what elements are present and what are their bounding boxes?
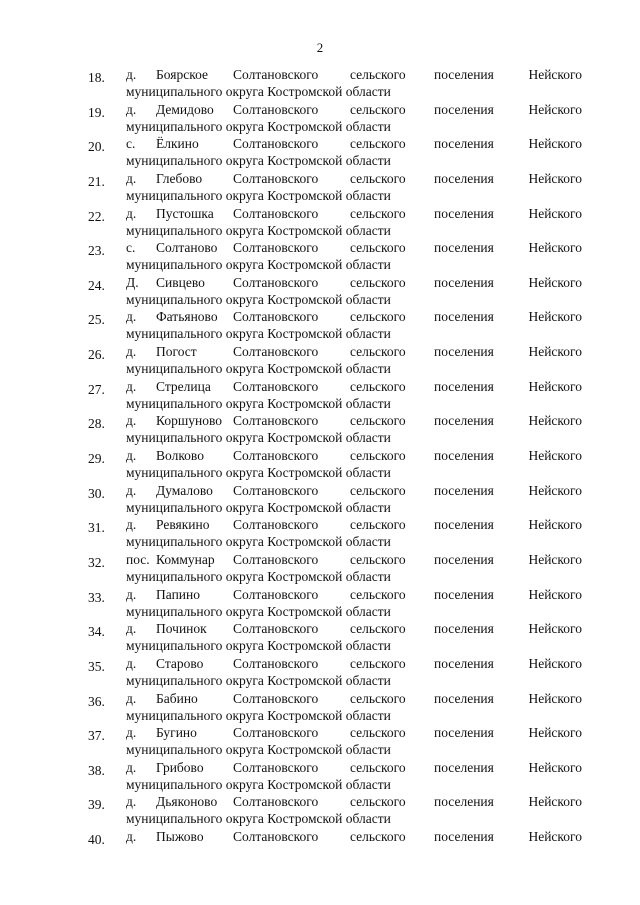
ney-word: Нейского — [528, 551, 582, 567]
settlement-name: Сивцево — [156, 274, 205, 290]
district-word: Солтановского — [233, 794, 319, 810]
settlement-name: Дьяконово — [156, 794, 218, 810]
list-item — [88, 378, 582, 413]
settlement-type: д. — [126, 829, 137, 845]
entry-first-line — [88, 135, 582, 155]
settlement-name: Коршуново — [156, 413, 222, 429]
list-item — [88, 274, 582, 309]
entry-number: 23. — [88, 243, 105, 259]
list-item — [88, 620, 582, 655]
entry-first-line — [88, 586, 582, 603]
district-word: Солтановского — [233, 586, 319, 602]
entry-number: 26. — [88, 347, 105, 363]
settlement-name: Папино — [156, 586, 200, 602]
ney-word: Нейского — [528, 136, 582, 152]
entry-first-line — [88, 205, 582, 222]
list-item — [88, 239, 582, 274]
list-item — [88, 724, 582, 759]
district-word: Солтановского — [233, 655, 319, 671]
municipality-line: муниципального округа Костромской области — [126, 742, 391, 758]
district-word: Солтановского — [233, 274, 319, 290]
settlement-type: д. — [126, 413, 137, 429]
municipality-line: муниципального округа Костромской области — [126, 257, 391, 273]
entry-number: 32. — [88, 554, 105, 570]
entry-number: 29. — [88, 451, 105, 467]
ney-word: Нейского — [528, 413, 582, 429]
district-word: Солтановского — [233, 170, 319, 186]
entry-number: 18. — [88, 70, 105, 85]
entry-first-line — [88, 620, 582, 640]
rural-word: сельского — [350, 309, 406, 325]
ney-word: Нейского — [528, 759, 582, 775]
entry-number: 36. — [88, 693, 105, 709]
settlement-type: д. — [126, 655, 137, 671]
settlement-word: поселения — [434, 482, 494, 498]
settlement-name: Погост — [156, 344, 197, 360]
municipality-line: муниципального округа Костромской области — [126, 222, 391, 238]
rural-word: сельского — [350, 378, 406, 394]
entry-first-line — [88, 239, 582, 259]
rural-word: сельского — [350, 170, 406, 186]
ney-word: Нейского — [528, 378, 582, 394]
ney-word: Нейского — [528, 794, 582, 810]
settlement-word: поселения — [434, 170, 494, 186]
list-item — [88, 759, 582, 794]
list-item — [88, 135, 582, 170]
ney-word: Нейского — [528, 240, 582, 256]
settlement-type: д. — [126, 517, 137, 533]
settlement-name: Коммунар — [156, 551, 215, 567]
settlement-type: д. — [126, 586, 137, 602]
district-word: Солтановского — [233, 344, 319, 360]
district-word: Солтановского — [233, 448, 319, 464]
ney-word: Нейского — [528, 621, 582, 637]
rural-word: сельского — [350, 205, 406, 221]
municipality-line: муниципального округа Костромской области — [126, 361, 391, 377]
district-word: Солтановского — [233, 725, 319, 741]
rural-word: сельского — [350, 655, 406, 671]
settlement-name: Старово — [156, 655, 204, 671]
settlement-word: поселения — [434, 690, 494, 706]
district-word: Солтановского — [233, 829, 319, 845]
ney-word: Нейского — [528, 586, 582, 602]
rural-word: сельского — [350, 829, 406, 845]
municipality-line: муниципального округа Костромской области — [126, 153, 391, 169]
settlement-word: поселения — [434, 240, 494, 256]
entry-first-line — [88, 66, 582, 83]
rural-word: сельского — [350, 344, 406, 360]
ney-word: Нейского — [528, 725, 582, 741]
rural-word: сельского — [350, 136, 406, 152]
entry-first-line — [88, 793, 582, 813]
settlement-name: Бугино — [156, 725, 197, 741]
ney-word: Нейского — [528, 690, 582, 706]
entry-first-line — [88, 101, 582, 118]
list-item — [88, 793, 582, 828]
settlement-name: Пустошка — [156, 205, 214, 221]
settlement-word: поселения — [434, 517, 494, 533]
rural-word: сельского — [350, 517, 406, 533]
ney-word: Нейского — [528, 274, 582, 290]
municipality-line: муниципального округа Костромской области — [126, 568, 391, 584]
municipality-line: муниципального округа Костромской области — [126, 465, 391, 481]
district-word: Солтановского — [233, 413, 319, 429]
entry-number: 25. — [88, 312, 105, 328]
settlement-word: поселения — [434, 829, 494, 845]
list-item — [88, 447, 582, 482]
settlement-type: д. — [126, 621, 137, 637]
entry-number: 27. — [88, 381, 105, 397]
entry-number: 38. — [88, 762, 105, 778]
district-word: Солтановского — [233, 378, 319, 394]
entry-first-line — [88, 482, 582, 499]
list-item — [88, 828, 582, 863]
page-number: 2 — [316, 40, 324, 55]
list-item — [88, 655, 582, 690]
settlement-type: д. — [126, 725, 137, 741]
ney-word: Нейского — [528, 205, 582, 221]
entry-first-line — [88, 447, 582, 467]
settlement-type: пос. — [126, 551, 150, 567]
list-item — [88, 205, 582, 240]
entry-number: 31. — [88, 520, 105, 536]
district-word: Солтановского — [233, 621, 319, 637]
ney-word: Нейского — [528, 448, 582, 464]
entry-number: 20. — [88, 139, 105, 155]
rural-word: сельского — [350, 794, 406, 810]
entry-first-line — [88, 412, 582, 432]
settlement-type: д. — [126, 205, 137, 221]
settlement-name: Думалово — [156, 482, 213, 498]
settlement-word: поселения — [434, 274, 494, 290]
list-item — [88, 343, 582, 378]
entry-number: 35. — [88, 658, 105, 674]
settlement-word: поселения — [434, 586, 494, 602]
settlement-type: с. — [126, 136, 136, 152]
district-word: Солтановского — [233, 240, 319, 256]
entry-first-line — [88, 343, 582, 363]
district-word: Солтановского — [233, 759, 319, 775]
ney-word: Нейского — [528, 482, 582, 498]
settlement-name: Фатьяново — [156, 309, 218, 325]
settlement-word: поселения — [434, 67, 494, 82]
rural-word: сельского — [350, 448, 406, 464]
list-item — [88, 516, 582, 551]
ney-word: Нейского — [528, 67, 582, 82]
settlement-type: д. — [126, 482, 137, 498]
entry-first-line — [88, 759, 582, 776]
rural-word: сельского — [350, 551, 406, 567]
list-item — [88, 551, 582, 586]
municipality-line: муниципального округа Костромской области — [126, 84, 391, 99]
entry-first-line — [88, 378, 582, 395]
municipality-line: муниципального округа Костромской области — [126, 672, 391, 688]
rural-word: сельского — [350, 67, 406, 82]
municipality-line: муниципального округа Костромской области — [126, 499, 391, 515]
settlement-word: поселения — [434, 655, 494, 671]
municipality-line: муниципального округа Костромской области — [126, 326, 391, 342]
entry-number: 33. — [88, 589, 105, 605]
entry-first-line — [88, 551, 582, 568]
rural-word: сельского — [350, 621, 406, 637]
settlement-type: д. — [126, 759, 137, 775]
entry-number: 37. — [88, 728, 105, 744]
district-word: Солтановского — [233, 101, 319, 117]
list-item — [88, 308, 582, 343]
district-word: Солтановского — [233, 517, 319, 533]
municipality-line: муниципального округа Костромской области — [126, 811, 391, 827]
entry-number: 21. — [88, 173, 105, 189]
settlement-word: поселения — [434, 101, 494, 117]
settlement-word: поселения — [434, 725, 494, 741]
list-item — [88, 412, 582, 447]
list-item — [88, 690, 582, 725]
entry-first-line — [88, 516, 582, 536]
settlement-word: поселения — [434, 413, 494, 429]
ney-word: Нейского — [528, 101, 582, 117]
settlement-type: д. — [126, 67, 137, 82]
settlement-name: Боярское — [156, 67, 208, 82]
entry-first-line — [88, 308, 582, 328]
settlement-type: д. — [126, 309, 137, 325]
ney-word: Нейского — [528, 309, 582, 325]
rural-word: сельского — [350, 586, 406, 602]
settlement-name: Бабино — [156, 690, 198, 706]
municipality-line: муниципального округа Костромской области — [126, 638, 391, 654]
settlement-name: Стрелица — [156, 378, 211, 394]
list-item — [88, 101, 582, 136]
entry-number: 28. — [88, 416, 105, 432]
district-word: Солтановского — [233, 205, 319, 221]
settlement-type: д. — [126, 101, 137, 117]
entry-number: 34. — [88, 624, 105, 640]
entry-first-line — [88, 170, 582, 187]
entry-number: 40. — [88, 832, 105, 848]
settlement-name: Волково — [156, 448, 204, 464]
ney-word: Нейского — [528, 829, 582, 845]
settlement-word: поселения — [434, 621, 494, 637]
settlement-word: поселения — [434, 205, 494, 221]
settlement-type: д. — [126, 170, 137, 186]
entry-number: 30. — [88, 485, 105, 501]
settlement-name: Глебово — [156, 170, 203, 186]
settlement-word: поселения — [434, 551, 494, 567]
list-item — [88, 66, 582, 101]
settlement-word: поселения — [434, 378, 494, 394]
rural-word: сельского — [350, 413, 406, 429]
list-item — [88, 482, 582, 517]
settlement-list — [88, 66, 582, 863]
district-word: Солтановского — [233, 67, 319, 82]
municipality-line: муниципального округа Костромской области — [126, 603, 391, 619]
ney-word: Нейского — [528, 344, 582, 360]
entry-number: 24. — [88, 277, 105, 293]
ney-word: Нейского — [528, 655, 582, 671]
entry-first-line — [88, 690, 582, 707]
entry-first-line — [88, 274, 582, 291]
district-word: Солтановского — [233, 690, 319, 706]
municipality-line: муниципального округа Костромской области — [126, 395, 391, 411]
settlement-type: с. — [126, 240, 136, 256]
municipality-line: муниципального округа Костромской области — [126, 430, 391, 446]
rural-word: сельского — [350, 725, 406, 741]
settlement-type: д. — [126, 448, 137, 464]
ney-word: Нейского — [528, 517, 582, 533]
list-item — [88, 586, 582, 621]
rural-word: сельского — [350, 482, 406, 498]
municipality-line: муниципального округа Костромской области — [126, 187, 391, 203]
rural-word: сельского — [350, 759, 406, 775]
settlement-word: поселения — [434, 309, 494, 325]
municipality-line: муниципального округа Костромской области — [126, 707, 391, 723]
municipality-line: муниципального округа Костромской области — [126, 291, 391, 307]
settlement-word: поселения — [434, 136, 494, 152]
settlement-word: поселения — [434, 448, 494, 464]
municipality-line: муниципального округа Костромской области — [126, 118, 391, 134]
entry-number: 39. — [88, 797, 105, 813]
settlement-name: Солтаново — [156, 240, 218, 256]
settlement-word: поселения — [434, 794, 494, 810]
list-item — [88, 170, 582, 205]
district-word: Солтановского — [233, 482, 319, 498]
municipality-line: муниципального округа Костромской области — [126, 534, 391, 550]
settlement-name: Починок — [156, 621, 207, 637]
rural-word: сельского — [350, 240, 406, 256]
settlement-word: поселения — [434, 344, 494, 360]
settlement-type: д. — [126, 690, 137, 706]
rural-word: сельского — [350, 274, 406, 290]
entry-first-line — [88, 724, 582, 744]
ney-word: Нейского — [528, 170, 582, 186]
settlement-word: поселения — [434, 759, 494, 775]
settlement-name: Ревякино — [156, 517, 210, 533]
rural-word: сельского — [350, 101, 406, 117]
entry-first-line — [88, 828, 582, 848]
district-word: Солтановского — [233, 136, 319, 152]
settlement-type: д. — [126, 794, 137, 810]
settlement-type: Д. — [126, 274, 139, 290]
settlement-name: Демидово — [156, 101, 214, 117]
settlement-name: Пыжово — [156, 829, 204, 845]
entry-number: 19. — [88, 104, 105, 120]
settlement-name: Грибово — [156, 759, 204, 775]
entry-number: 22. — [88, 208, 105, 224]
municipality-line: муниципального округа Костромской области — [126, 776, 391, 792]
district-word: Солтановского — [233, 309, 319, 325]
district-word: Солтановского — [233, 551, 319, 567]
rural-word: сельского — [350, 690, 406, 706]
entry-first-line — [88, 655, 582, 672]
settlement-type: д. — [126, 378, 137, 394]
settlement-name: Ёлкино — [156, 136, 199, 152]
settlement-type: д. — [126, 344, 137, 360]
